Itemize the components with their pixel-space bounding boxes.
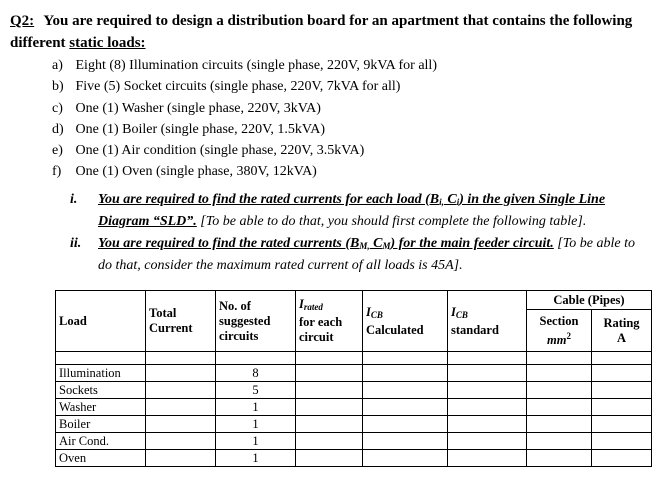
task-instruction-part: ) for the main feeder circuit. [390,236,554,251]
task-list [68,190,648,276]
header-rating [592,310,652,352]
task-note: [To be able to do that, you should first complete the following table]. [200,214,587,229]
list-item-text: One (1) Oven (single phase, 380V, 12kVA) [75,164,317,180]
header-irated-subscript: rated [303,302,323,312]
task-number: i. [70,192,78,207]
list-item [52,76,437,97]
table-row [56,365,652,382]
task-instruction-part: You are required to find the rated currents for each load (B [98,192,440,207]
task-note: [To be able to do that, consider the maximum rated current of all loads is 45A]. [98,236,635,273]
cell-circuits: 1 [216,399,296,416]
header-section-unit: mm [547,332,567,347]
task-item [68,190,648,232]
load-table [55,290,652,467]
header-icb-text: standard [451,322,499,337]
cell-section[interactable] [527,365,592,382]
table-row [56,382,652,399]
list-item-text: One (1) Boiler (single phase, 220V, 1.5kVA) [75,121,326,137]
task-subscript: i, [439,197,444,207]
cell-irated[interactable] [296,416,363,433]
table-header-row [56,291,652,310]
cell-irated[interactable] [296,399,363,416]
load-list [52,55,437,183]
cell-icb-standard[interactable] [448,382,527,399]
cell-icb-standard[interactable] [448,399,527,416]
task-subscript: M, [359,241,370,251]
cell-load: Boiler [56,416,146,433]
task-number: ii. [70,236,82,251]
task-instruction-part: C [369,236,383,251]
task-instruction-part: C [443,192,457,207]
cell-icb-calculated[interactable] [363,382,448,399]
header-section-label: Section [539,313,579,328]
task-subscript: i [456,197,460,207]
header-irated-text: for each circuit [299,315,343,344]
task-text [98,234,648,276]
table-row [56,433,652,450]
header-rating-unit: A [616,330,627,345]
task-item [68,234,648,276]
task-instruction [98,236,554,251]
header-load: Load [56,291,146,352]
question-heading [10,10,658,54]
cell-total-current[interactable] [146,416,216,433]
question-number: Q2: [10,13,35,29]
list-item [52,161,437,182]
cell-load: Sockets [56,382,146,399]
header-cable-pipes: Cable (Pipes) [527,291,652,310]
header-icb-calculated [363,291,448,352]
cell-total-current[interactable] [146,450,216,467]
header-icb-subscript: CB [370,309,383,320]
header-icb-symbol: I [451,304,456,319]
cell-section[interactable] [527,416,592,433]
cell-total-current[interactable] [146,365,216,382]
cell-section[interactable] [527,382,592,399]
cell-irated[interactable] [296,433,363,450]
list-item-label: f) [52,164,62,180]
table-row [56,399,652,416]
cell-rating[interactable] [592,365,652,382]
list-item [52,98,437,119]
table-row [56,450,652,467]
question-intro: You are required to design a distribution board for an apartment that contains the following different [10,13,633,51]
cell-total-current[interactable] [146,399,216,416]
cell-circuits: 8 [216,365,296,382]
list-item-text: Five (5) Socket circuits (single phase, 220V, 7kVA for all) [75,79,401,95]
list-item-text: Eight (8) Illumination circuits (single phase, 220V, 9kVA for all) [75,58,437,73]
cell-circuits: 5 [216,382,296,399]
cell-section[interactable] [527,399,592,416]
cell-total-current[interactable] [146,433,216,450]
cell-irated[interactable] [296,365,363,382]
cell-icb-calculated[interactable] [363,399,448,416]
cell-icb-standard[interactable] [448,416,527,433]
cell-irated[interactable] [296,382,363,399]
cell-rating[interactable] [592,450,652,467]
header-irated [296,291,363,352]
cell-section[interactable] [527,450,592,467]
cell-load: Oven [56,450,146,467]
cell-icb-calculated[interactable] [363,416,448,433]
cell-load: Washer [56,399,146,416]
cell-icb-calculated[interactable] [363,450,448,467]
list-item-label: d) [52,121,64,137]
task-subscript: M [382,241,391,251]
list-item-label: a) [52,58,63,73]
cell-rating[interactable] [592,399,652,416]
task-instruction-part: ) in the given Single Line Diagram “SLD”. [98,192,606,229]
cell-total-current[interactable] [146,382,216,399]
header-total-current: Total Current [146,291,216,352]
cell-rating[interactable] [592,416,652,433]
header-icb-standard [448,291,527,352]
cell-circuits: 1 [216,433,296,450]
cell-icb-calculated[interactable] [363,433,448,450]
cell-rating[interactable] [592,382,652,399]
cell-icb-calculated[interactable] [363,365,448,382]
list-item [52,55,437,76]
header-icb-subscript: CB [455,309,468,320]
list-item [52,119,437,140]
task-instruction-part: You are required to find the rated currents (B [98,236,360,251]
task-text [98,190,648,232]
list-item-text: One (1) Washer (single phase, 220V, 3kVA) [75,100,321,116]
cell-icb-standard[interactable] [448,433,527,450]
cell-rating[interactable] [592,433,652,450]
cell-load: Air Cond. [56,433,146,450]
cell-circuits: 1 [216,416,296,433]
header-irated-symbol: I [299,297,304,311]
list-item-label: e) [52,143,63,159]
header-icb-text: Calculated [366,322,424,337]
header-icb-symbol: I [366,304,371,319]
list-item-text: One (1) Air condition (single phase, 220V, 3.5kVA) [75,143,365,159]
cell-circuits: 1 [216,450,296,467]
cell-irated[interactable] [296,450,363,467]
header-section-superscript: 2 [566,330,571,341]
cell-section[interactable] [527,433,592,450]
table-spacer-row [56,352,652,365]
cell-icb-standard[interactable] [448,365,527,382]
question-intro-underlined: static loads: [69,35,146,51]
table-row [56,416,652,433]
cell-icb-standard[interactable] [448,450,527,467]
header-suggested-circuits: No. of suggested circuits [216,291,296,352]
list-item-label: b) [52,79,64,95]
header-rating-label: Rating [603,315,640,330]
list-item-label: c) [52,100,63,116]
header-section [527,310,592,352]
list-item [52,140,437,161]
cell-load: Illumination [56,365,146,382]
